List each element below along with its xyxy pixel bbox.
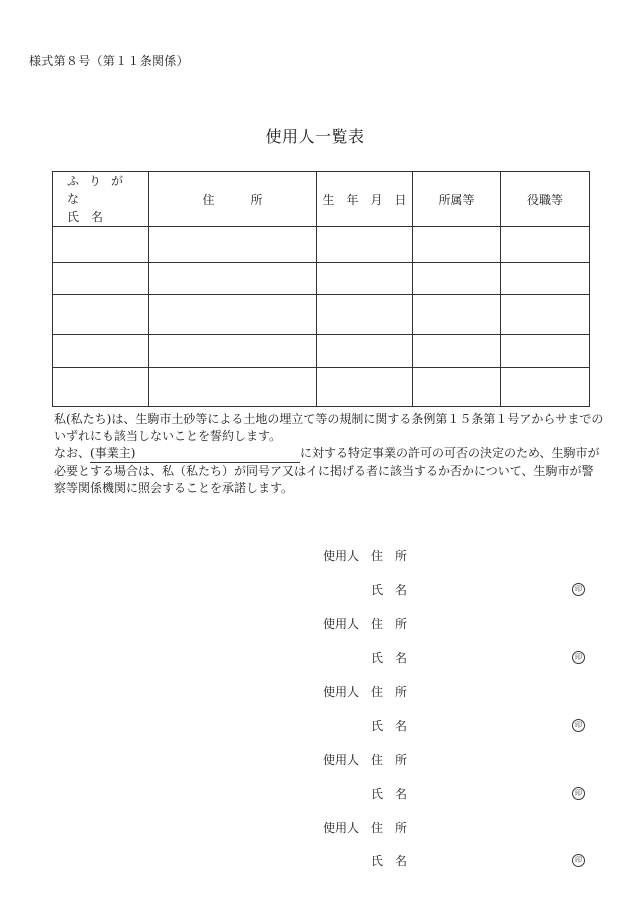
signature-role: 使用人 [323, 685, 360, 699]
table-row [53, 368, 590, 407]
business-owner-label: (事業主) [90, 446, 136, 460]
signature-address-label: 住所 [371, 821, 420, 835]
cell-address[interactable] [149, 335, 317, 368]
seal-mark: 印 [572, 583, 585, 596]
header-position: 役職等 [501, 172, 590, 227]
header-affiliation: 所属等 [413, 172, 501, 227]
cell-affiliation[interactable] [413, 263, 501, 295]
cell-name[interactable] [53, 295, 149, 335]
signature-address-label: 住所 [371, 549, 420, 563]
cell-birthdate[interactable] [317, 227, 413, 263]
signature-address-label: 住所 [371, 753, 420, 767]
cell-affiliation[interactable] [413, 335, 501, 368]
cell-birthdate[interactable] [317, 368, 413, 407]
signature-role: 使用人 [323, 617, 360, 631]
header-furigana: ふりがな [67, 174, 134, 206]
consent-text: に対する特定事業の許可の可否の決定のため、生駒市が必要とする場合は、私（私たち）が同号ア又はイに掲げる者に該当するか否かについて、生駒市が警察等関係機関に照会することを承諾します。 [54, 446, 600, 495]
form-number: 様式第８号（第１１条関係） [29, 54, 189, 68]
table-row [53, 295, 590, 335]
cell-position[interactable] [501, 295, 590, 335]
header-birthdate: 生 年 月 日 [317, 172, 413, 227]
seal-mark: 印 [572, 787, 585, 800]
cell-birthdate[interactable] [317, 263, 413, 295]
signature-name-label: 氏名 [371, 583, 420, 597]
cell-address[interactable] [149, 263, 317, 295]
signature-role: 使用人 [323, 753, 360, 767]
cell-position[interactable] [501, 368, 590, 407]
employee-table [52, 171, 590, 407]
signature-name-label: 氏名 [371, 719, 420, 733]
consent-paragraph [42, 445, 604, 497]
cell-address[interactable] [149, 368, 317, 407]
signature-name-label: 氏名 [371, 854, 420, 868]
signature-role: 使用人 [323, 821, 360, 835]
cell-birthdate[interactable] [317, 295, 413, 335]
seal-mark: 印 [572, 651, 585, 664]
cell-address[interactable] [149, 227, 317, 263]
pledge-paragraph: 私(私たち)は、生駒市土砂等による土地の埋立て等の規制に関する条例第１５条第１号アからサまでのいずれにも該当しないことを誓約します。 [54, 412, 604, 443]
header-name [53, 172, 149, 227]
header-shimei-text: 氏 名 [67, 210, 104, 224]
cell-name[interactable] [53, 263, 149, 295]
cell-affiliation[interactable] [413, 295, 501, 335]
consent-prefix: なお、 [54, 446, 91, 460]
signature-address-label: 住所 [371, 685, 420, 699]
cell-name[interactable] [53, 368, 149, 407]
cell-affiliation[interactable] [413, 227, 501, 263]
signature-name-label: 氏名 [371, 787, 420, 801]
cell-name[interactable] [53, 227, 149, 263]
signature-address-label: 住所 [371, 617, 420, 631]
seal-mark: 印 [572, 719, 585, 732]
cell-position[interactable] [501, 335, 590, 368]
cell-position[interactable] [501, 227, 590, 263]
cell-position[interactable] [501, 263, 590, 295]
cell-name[interactable] [53, 335, 149, 368]
table-row [53, 335, 590, 368]
table-row [53, 227, 590, 263]
cell-birthdate[interactable] [317, 335, 413, 368]
table-header-row [53, 172, 590, 227]
cell-affiliation[interactable] [413, 368, 501, 407]
seal-mark: 印 [572, 854, 585, 867]
header-shimei [53, 208, 148, 226]
header-address: 住 所 [149, 172, 317, 227]
signature-name-label: 氏名 [371, 651, 420, 665]
page-title: 使用人一覧表 [265, 127, 365, 146]
cell-address[interactable] [149, 295, 317, 335]
table-row [53, 263, 590, 295]
signature-role: 使用人 [323, 549, 360, 563]
business-owner-field[interactable] [90, 445, 300, 463]
